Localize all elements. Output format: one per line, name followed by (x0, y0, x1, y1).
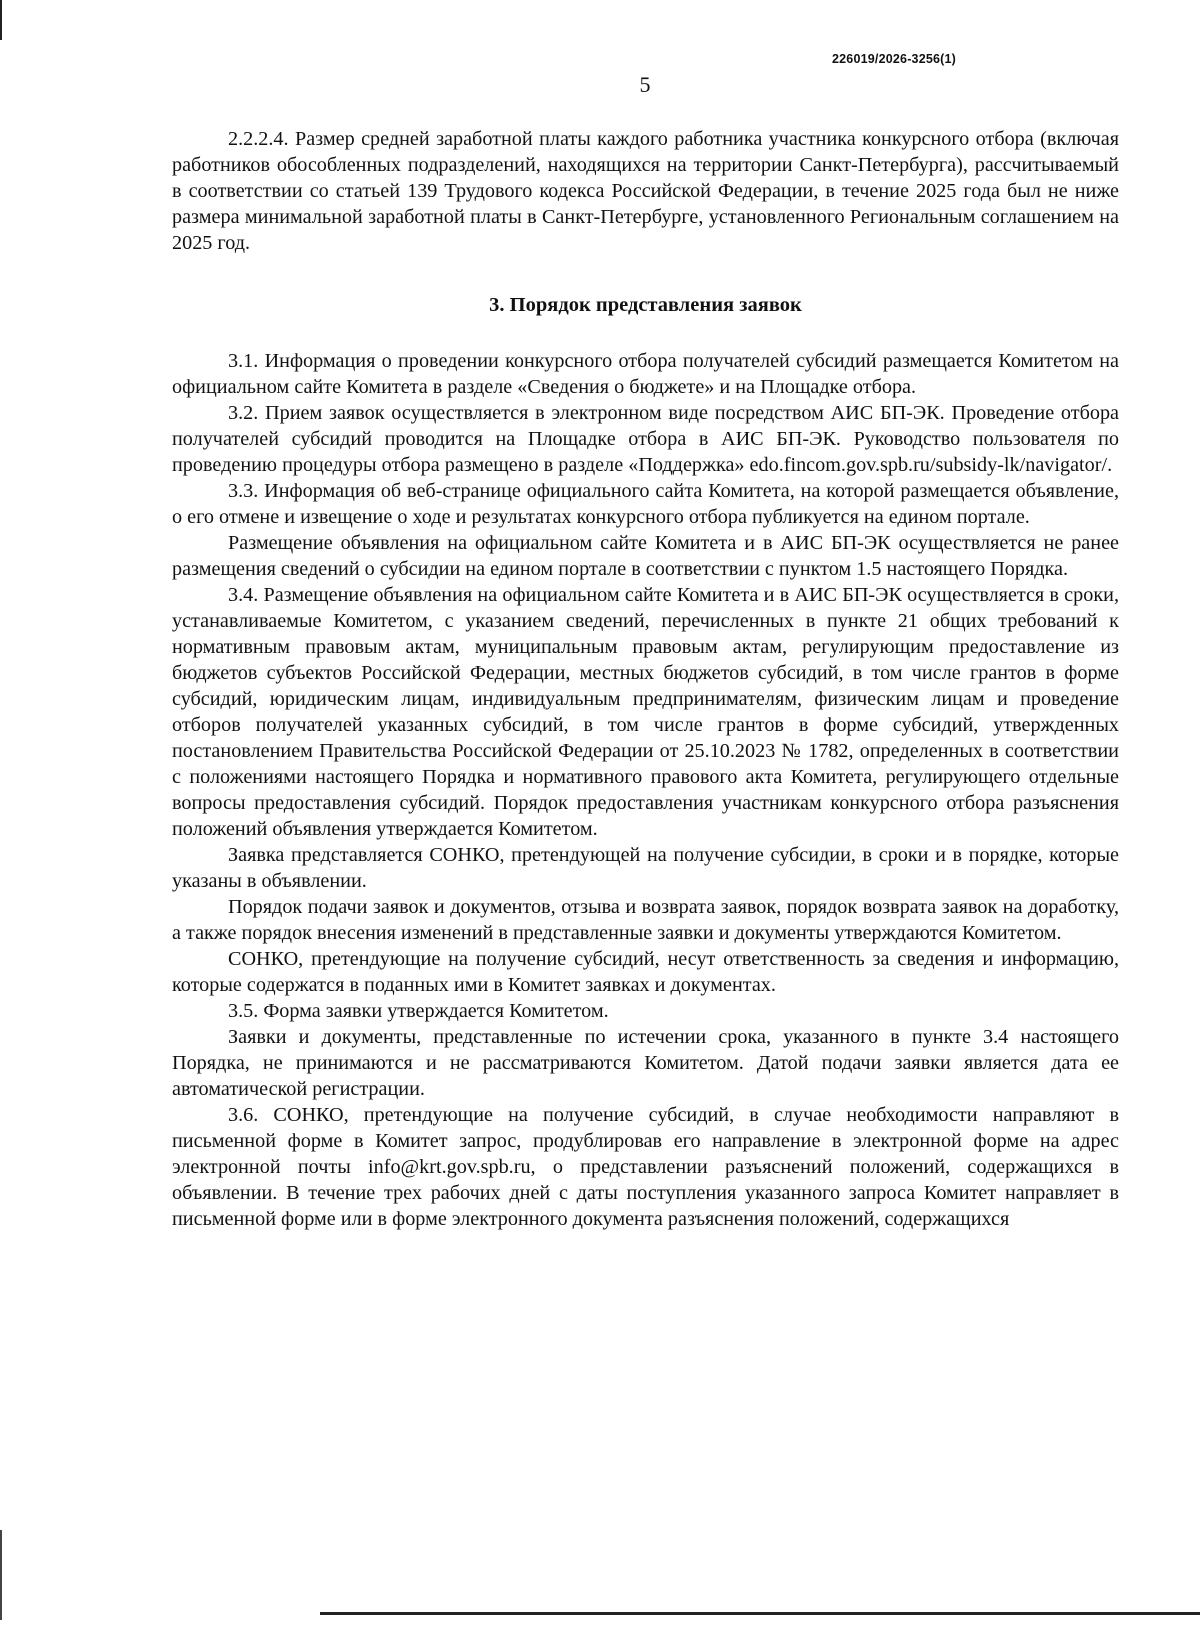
paragraph: 3.6. СОНКО, претендующие на получение субсидий, в случае необходимости направляют в письменной форме в Комитет запрос, продублировав его направление в электронной форме на адрес электронной почты info@krt.gov.spb.ru, о представлении разъяснений положений, содержащихся в объявлении. В течение трех рабочих дней с даты поступления указанного запроса Комитет направляет в письменной форме или в форме электронного документа разъяснения положений, содержащихся (172, 1104, 1119, 1230)
paragraph: Порядок подачи заявок и документов, отзыва и возврата заявок, порядок возврата заявок на доработку, а также порядок внесения изменений в представленные заявки и документы утверждаются Комитетом. (172, 896, 1119, 944)
paragraph: 3.2. Прием заявок осуществляется в электронном виде посредством АИС БП-ЭК. Проведение отбора получателей субсидий проводится на Площадке отбора в АИС БП-ЭК. Руководство пользователя по проведению процедуры отбора размещено в разделе «Поддержка» edo.fincom.gov.spb.ru/subsidy-lk/navigator/. (172, 402, 1119, 476)
paragraph: Заявка представляется СОНКО, претендующей на получение субсидии, в сроки и в порядке, которые указаны в объявлении. (172, 844, 1119, 892)
paragraph-2-2-2-4: 2.2.2.4. Размер средней заработной платы каждого работника участника конкурсного отбора (включая работников обособленных подразделений, находящихся на территории Санкт-Петербурга), рассчитываемый в соответствии со статьей 139 Трудового кодекса Российской Федерации, в течение 2025 года был не ниже размера минимальной заработной платы в Санкт-Петербурге, установленного Региональным соглашением на 2025 год. (172, 128, 1119, 254)
scan-edge-mark (0, 1530, 2, 1620)
section-heading: 3. Порядок представления заявок (489, 294, 802, 316)
scan-edge-mark (0, 0, 2, 40)
paragraph: 3.5. Форма заявки утверждается Комитетом. (228, 1000, 609, 1022)
paragraph: 3.3. Информация об веб-странице официального сайта Комитета, на которой размещается объявление, о его отмене и извещение о ходе и результатах конкурсного отбора публикуется на едином портале. (172, 480, 1119, 528)
paragraph: СОНКО, претендующие на получение субсидий, несут ответственность за сведения и информацию, которые содержатся в поданных ими в Комитет заявках и документах. (172, 948, 1119, 996)
document-id: 226019/2026-3256(1) (832, 52, 957, 66)
paragraph: Размещение объявления на официальном сайте Комитета и в АИС БП-ЭК осуществляется не ранее размещения сведений о субсидии на едином портале в соответствии с пунктом 1.5 настоящего Порядка. (172, 532, 1119, 580)
paragraph: 3.4. Размещение объявления на официальном сайте Комитета и в АИС БП-ЭК осуществляется в сроки, устанавливаемые Комитетом, с указанием сведений, перечисленных в пункте 21 общих требований к нормативным правовым актам, муниципальным правовым актам, регулирующим предоставление из бюджетов субъектов Российской Федерации, местных бюджетов субсидий, в том числе грантов в форме субсидий, юридическим лицам, индивидуальным предпринимателям, физическим лицам и проведение отборов получателей указанных субсидий, в том числе грантов в форме субсидий, утвержденных постановлением Правительства Российской Федерации от 25.10.2023 № 1782, определенных в соответствии с положениями настоящего Порядка и нормативного правового акта Комитета, регулирующего отдельные вопросы предоставления субсидий. Порядок предоставления участникам конкурсного отбора разъяснения положений объявления утверждается Комитетом. (172, 584, 1119, 840)
document-body (172, 126, 1119, 1232)
paragraph: 3.1. Информация о проведении конкурсного отбора получателей субсидий размещается Комитетом на официальном сайте Комитета в разделе «Сведения о бюджете» и на Площадке отбора. (172, 350, 1119, 398)
page-number: 5 (639, 72, 651, 97)
paragraph: Заявки и документы, представленные по истечении срока, указанного в пункте 3.4 настоящего Порядка, не принимаются и не рассматриваются Комитетом. Датой подачи заявки является дата ее автоматической регистрации. (172, 1026, 1119, 1100)
scan-bottom-line (320, 1612, 1200, 1615)
